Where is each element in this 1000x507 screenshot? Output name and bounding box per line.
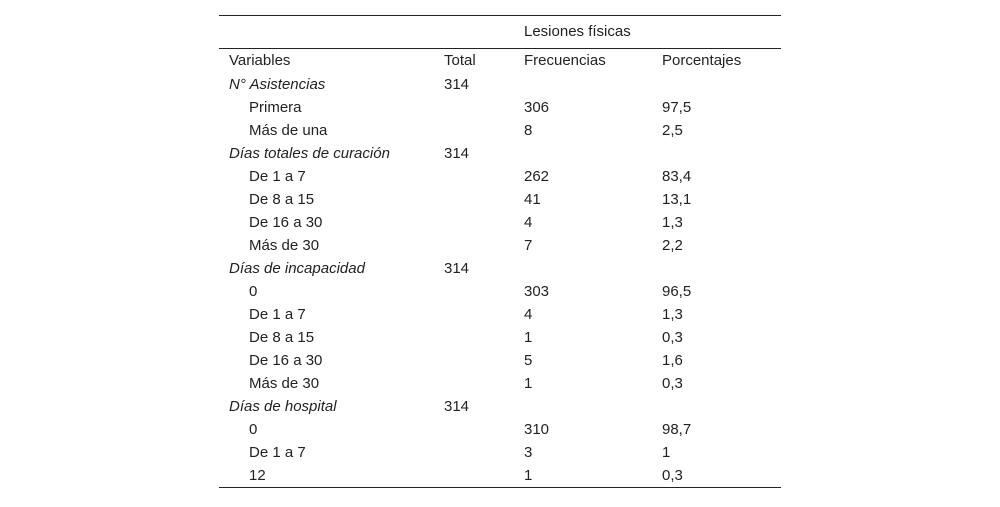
column-header-total: Total [444, 49, 524, 74]
row-porcentaje: 2,5 [662, 122, 683, 139]
row-total: 314 [444, 145, 470, 162]
row-label: De 1 a 7 [249, 444, 306, 461]
row-porcentaje: 0,3 [662, 329, 683, 346]
row-frecuencia: 41 [524, 191, 541, 208]
row-label: De 1 a 7 [249, 168, 306, 185]
row-label: De 1 a 7 [249, 306, 306, 323]
row-total [444, 441, 524, 464]
row-total [444, 418, 524, 441]
row-total [444, 211, 524, 234]
row-total [444, 234, 524, 257]
row-porcentaje [662, 142, 781, 165]
table-row [219, 188, 781, 211]
row-porcentaje [662, 395, 781, 418]
row-label: Más de 30 [249, 237, 320, 254]
row-porcentaje: 0,3 [662, 375, 683, 392]
row-porcentaje: 13,1 [662, 191, 692, 208]
table-category-row [219, 257, 781, 280]
row-frecuencia: 303 [524, 283, 550, 300]
row-porcentaje: 1,3 [662, 306, 683, 323]
row-porcentaje: 0,3 [662, 467, 683, 484]
row-frecuencia [524, 142, 662, 165]
table-category-row [219, 73, 781, 96]
row-label: De 16 a 30 [249, 352, 323, 369]
table-row [219, 280, 781, 303]
row-total [444, 165, 524, 188]
row-porcentaje: 1,6 [662, 352, 683, 369]
table-row [219, 349, 781, 372]
column-header-frecuencias: Frecuencias [524, 49, 662, 74]
table-row [219, 211, 781, 234]
row-total [444, 372, 524, 395]
row-frecuencia: 7 [524, 237, 533, 254]
row-label: 12 [249, 467, 266, 484]
data-table-container [219, 15, 781, 488]
column-header-porcentajes: Porcentajes [662, 49, 781, 74]
row-porcentaje: 2,2 [662, 237, 683, 254]
row-porcentaje [662, 73, 781, 96]
row-total [444, 280, 524, 303]
table-row [219, 464, 781, 488]
table-body [219, 73, 781, 488]
row-label: Primera [249, 99, 302, 116]
row-total: 314 [444, 76, 470, 93]
row-label: De 8 a 15 [249, 329, 315, 346]
table-row [219, 165, 781, 188]
row-frecuencia: 262 [524, 168, 550, 185]
table-row [219, 372, 781, 395]
row-total: 314 [444, 260, 470, 277]
row-porcentaje: 96,5 [662, 283, 692, 300]
group-header-lesiones: Lesiones físicas [524, 23, 631, 40]
table-category-row [219, 395, 781, 418]
row-label: Más de una [249, 122, 328, 139]
row-frecuencia: 4 [524, 306, 533, 323]
row-frecuencia: 310 [524, 421, 550, 438]
row-frecuencia: 1 [524, 467, 533, 484]
row-total [444, 188, 524, 211]
row-total [444, 464, 524, 488]
row-frecuencia: 1 [524, 375, 533, 392]
row-porcentaje: 1 [662, 444, 671, 461]
row-total [444, 96, 524, 119]
row-label: Días de hospital [229, 398, 337, 415]
row-total [444, 119, 524, 142]
row-frecuencia: 5 [524, 352, 533, 369]
table-row [219, 326, 781, 349]
row-label: 0 [249, 283, 258, 300]
row-label: Días totales de curación [229, 145, 390, 162]
table-row [219, 441, 781, 464]
row-total [444, 349, 524, 372]
row-frecuencia: 306 [524, 99, 550, 116]
row-total [444, 303, 524, 326]
column-header-row [219, 49, 781, 74]
table-category-row [219, 142, 781, 165]
row-label: De 16 a 30 [249, 214, 323, 231]
row-frecuencia: 8 [524, 122, 533, 139]
row-frecuencia [524, 395, 662, 418]
table-row [219, 418, 781, 441]
group-header-row [219, 16, 781, 49]
row-frecuencia: 4 [524, 214, 533, 231]
table-row [219, 234, 781, 257]
column-header-variables: Variables [219, 49, 444, 74]
row-porcentaje: 97,5 [662, 99, 692, 116]
row-total [444, 326, 524, 349]
row-porcentaje: 83,4 [662, 168, 692, 185]
table-row [219, 119, 781, 142]
row-label: N° Asistencias [229, 76, 326, 93]
row-frecuencia [524, 73, 662, 96]
row-porcentaje [662, 257, 781, 280]
data-table [219, 15, 781, 488]
row-label: De 8 a 15 [249, 191, 315, 208]
row-porcentaje: 98,7 [662, 421, 692, 438]
row-total: 314 [444, 398, 470, 415]
row-porcentaje: 1,3 [662, 214, 683, 231]
row-frecuencia: 3 [524, 444, 533, 461]
table-row [219, 96, 781, 119]
row-label: 0 [249, 421, 258, 438]
row-frecuencia [524, 257, 662, 280]
table-row [219, 303, 781, 326]
row-frecuencia: 1 [524, 329, 533, 346]
row-label: Días de incapacidad [229, 260, 365, 277]
row-label: Más de 30 [249, 375, 320, 392]
